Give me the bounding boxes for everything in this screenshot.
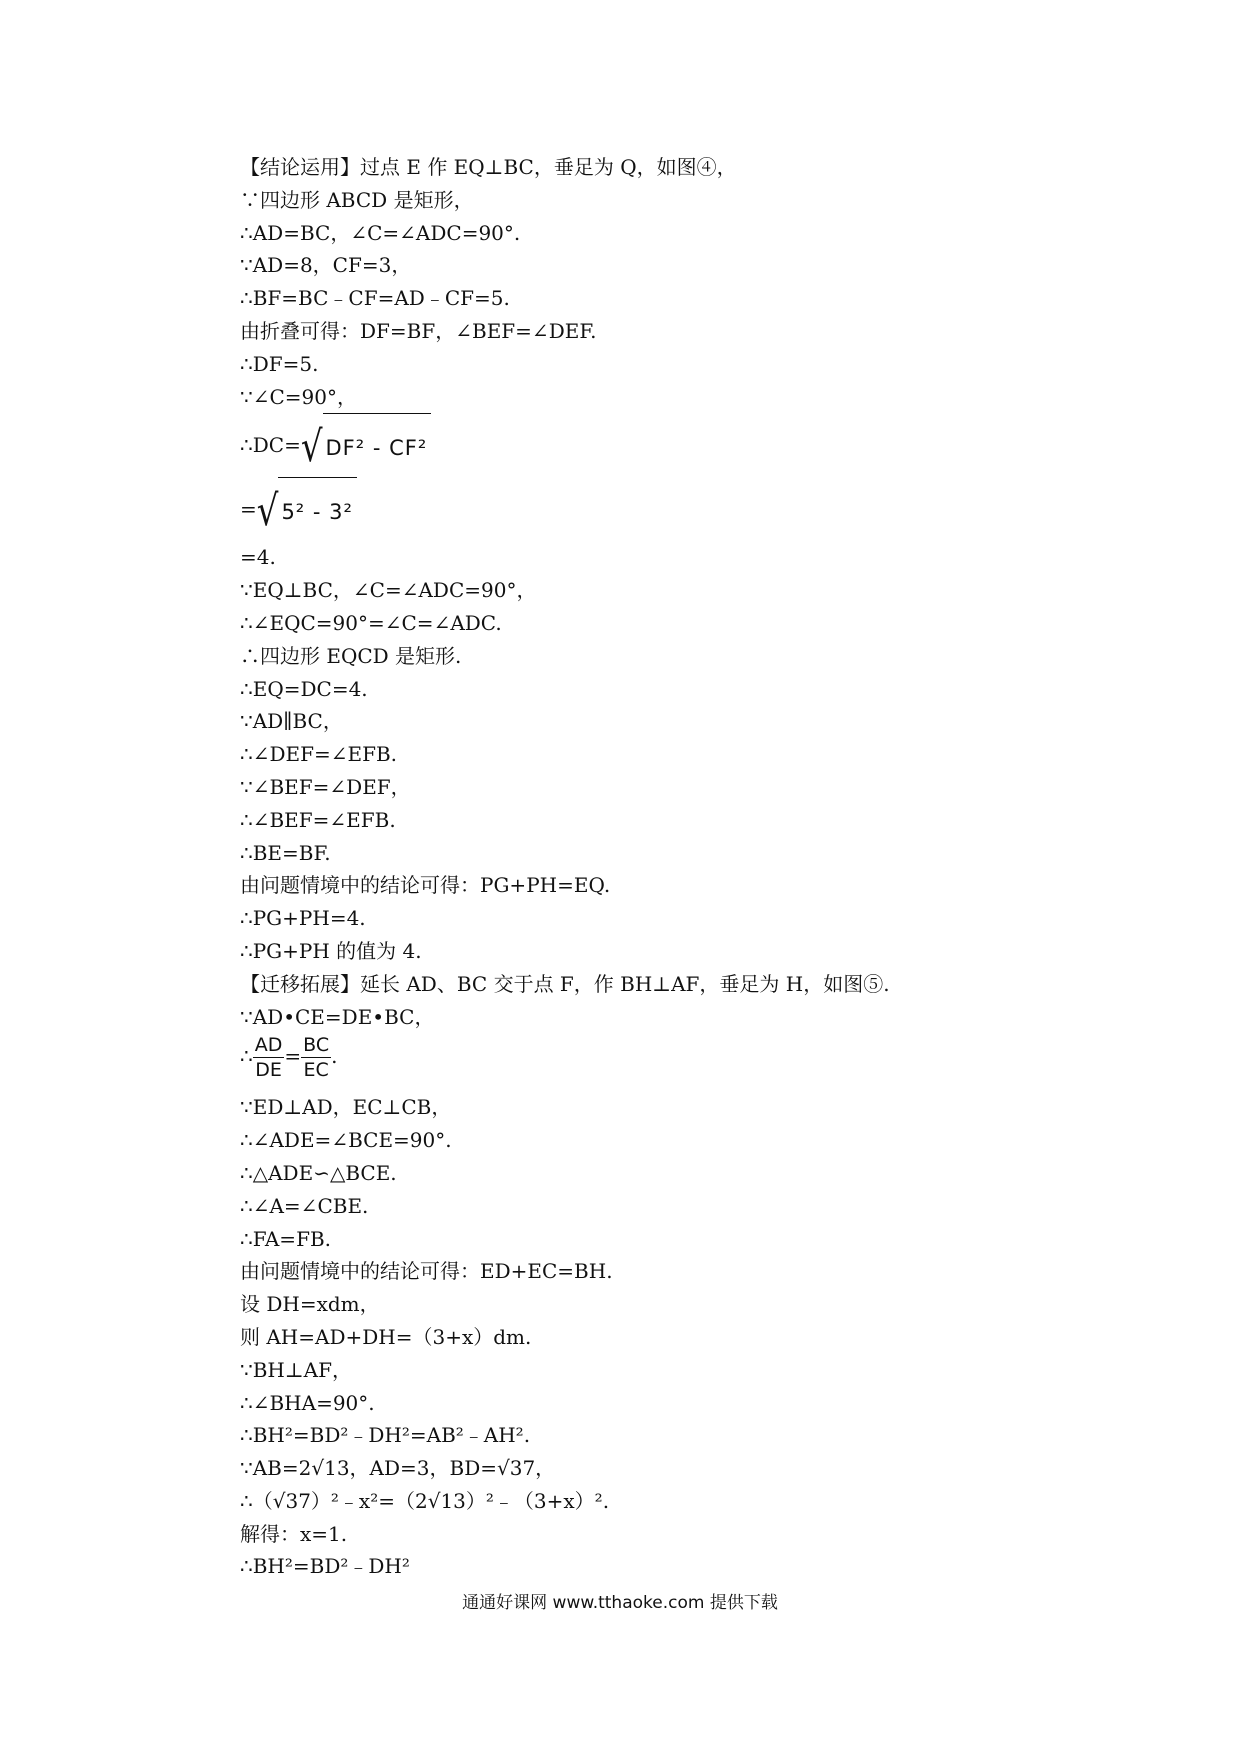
text-line: 由问题情境中的结论可得：ED+EC=BH. — [240, 1259, 613, 1284]
sqrt-expression — [301, 413, 431, 480]
fraction-bc-ec — [301, 1033, 331, 1082]
eq-prefix: = — [240, 497, 257, 522]
page-footer: 通通好课网 www.tthaoke.com 提供下载 — [462, 1593, 778, 1613]
text-line: ∴∠EQC=90°=∠C=∠ADC. — [240, 610, 502, 635]
fraction-numerator: AD — [254, 1034, 283, 1057]
dc-prefix: ∴DC= — [240, 433, 301, 458]
solution-text — [240, 151, 1140, 1583]
fraction-denominator: EC — [303, 1059, 329, 1082]
text-line: ∵AD∥BC， — [240, 709, 343, 734]
text-line: ∴DF=5. — [240, 351, 319, 376]
text-line: ∵ED⊥AD，EC⊥CB， — [240, 1095, 452, 1120]
text-line: ∴PG+PH=4. — [240, 906, 366, 931]
sqrt-radicand: 5² - 3² — [278, 477, 357, 544]
text-line: =4. — [240, 545, 276, 570]
frac-prefix: ∴ — [240, 1044, 253, 1069]
text-line: ∵AB=2√13，AD=3，BD=√37， — [240, 1456, 556, 1481]
text-line: ∴PG+PH 的值为 4. — [240, 938, 422, 963]
text-line: ∴BE=BF. — [240, 840, 331, 865]
text-line: ∴（√37）²﹣x²=（2√13）²﹣（3+x）². — [240, 1488, 610, 1513]
text-line: ∴∠ADE=∠BCE=90°. — [240, 1128, 452, 1153]
fraction-denominator: DE — [255, 1059, 282, 1082]
text-line: 解得：x=1. — [240, 1521, 348, 1546]
text-line: ∴BH²=BD²﹣DH²=AB²﹣AH². — [240, 1423, 531, 1448]
text-line: ∴BF=BC﹣CF=AD﹣CF=5. — [240, 286, 510, 311]
text-line: ∴BH²=BD²﹣DH² — [240, 1554, 410, 1579]
text-line: ∴∠BEF=∠EFB. — [240, 807, 396, 832]
frac-end: . — [331, 1044, 338, 1069]
text-line: ∵EQ⊥BC，∠C=∠ADC=90°， — [240, 578, 537, 603]
text-line: ∴AD=BC，∠C=∠ADC=90°. — [240, 220, 521, 245]
text-line: 由问题情境中的结论可得：PG+PH=EQ. — [240, 873, 611, 898]
fraction-numerator: BC — [303, 1034, 330, 1057]
text-line: ∴FA=FB. — [240, 1226, 331, 1251]
text-line: 由折叠可得：DF=BF，∠BEF=∠DEF. — [240, 318, 597, 343]
text-line: ∴四边形 EQCD 是矩形. — [240, 643, 462, 668]
fraction-ad-de — [253, 1033, 285, 1082]
text-line: 【迁移拓展】延长 AD、BC 交于点 F，作 BH⊥AF，垂足为 H，如图⑤. — [240, 971, 890, 996]
text-line: 【结论运用】过点 E 作 EQ⊥BC，垂足为 Q，如图④， — [240, 155, 737, 179]
text-line: 设 DH=xdm， — [240, 1292, 380, 1317]
text-line: ∵∠C=90°， — [240, 384, 357, 409]
text-line: ∴EQ=DC=4. — [240, 676, 368, 701]
sqrt-sign: √ — [256, 485, 279, 536]
eq-formula-line — [240, 477, 1140, 541]
fraction-line — [240, 1033, 1140, 1091]
sqrt-sign: √ — [300, 421, 323, 472]
text-line: ∵BH⊥AF， — [240, 1357, 352, 1382]
sqrt-radicand: DF² - CF² — [323, 413, 432, 480]
text-line: ∴∠A=∠CBE. — [240, 1193, 369, 1218]
text-line: ∵AD=8，CF=3， — [240, 253, 412, 278]
dc-formula-line — [240, 413, 1140, 477]
text-line: ∴∠DEF=∠EFB. — [240, 742, 398, 767]
frac-equals: = — [284, 1044, 302, 1069]
sqrt-expression — [257, 477, 357, 544]
text-line: ∵四边形 ABCD 是矩形， — [240, 187, 474, 212]
text-line: ∵AD•CE=DE•BC， — [240, 1004, 435, 1029]
text-line: ∵∠BEF=∠DEF， — [240, 774, 411, 799]
text-line: ∴∠BHA=90°. — [240, 1390, 375, 1415]
text-line: 则 AH=AD+DH=（3+x）dm. — [240, 1324, 532, 1349]
text-line: ∴△ADE∽△BCE. — [240, 1160, 397, 1185]
